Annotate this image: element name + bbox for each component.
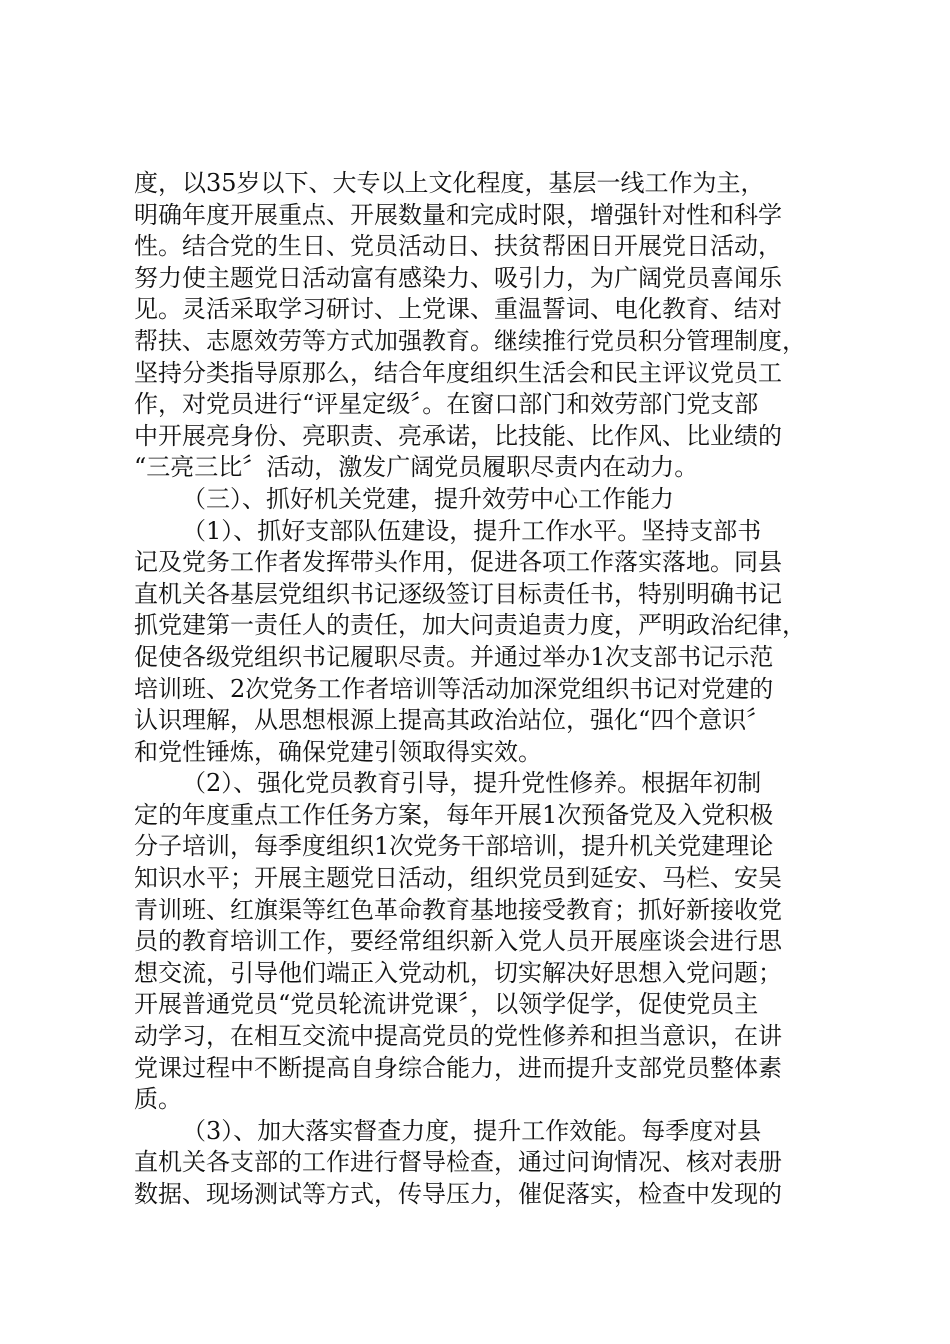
text-line: 培训班、2次党务工作者培训等活动加深党组织书记对党建的 bbox=[134, 674, 774, 703]
document-body bbox=[134, 168, 834, 1211]
text-line: 动学习，在相互交流中提高党员的党性修养和担当意识，在讲 bbox=[134, 1022, 782, 1051]
text-line: 定的年度重点工作任务方案，每年开展1次预备党及入党积极 bbox=[134, 800, 774, 829]
text-line: 见。灵活采取学习研讨、上党课、重温誓词、电化教育、结对 bbox=[134, 295, 782, 324]
text-line: 员的教育培训工作，要经常组织新入党人员开展座谈会进行思 bbox=[134, 927, 782, 956]
text-line: 明确年度开展重点、开展数量和完成时限，增强针对性和科学 bbox=[134, 200, 782, 229]
text-line: 青训班、红旗渠等红色革命教育基地接受教育；抓好新接收党 bbox=[134, 895, 782, 924]
text-line: 质。 bbox=[134, 1085, 182, 1114]
text-line: 性。结合党的生日、党员活动日、扶贫帮困日开展党日活动， bbox=[134, 232, 782, 261]
text-line: 促使各级党组织书记履职尽责。并通过举办1次支部书记示范 bbox=[134, 642, 774, 671]
text-line: 度，以35岁以下、大专以上文化程度，基层一线工作为主， bbox=[134, 169, 765, 197]
text-line: 直机关各支部的工作进行督导检查，通过问询情况、核对表册 bbox=[134, 1148, 782, 1177]
text-line: 努力使主题党日活动富有感染力、吸引力，为广阔党员喜闻乐 bbox=[134, 263, 782, 292]
paragraph-start: （3）、加大落实督查力度，提升工作效能。每季度对县 bbox=[182, 1116, 762, 1145]
text-line: 坚持分类指导原那么，结合年度组织生活会和民主评议党员工 bbox=[134, 358, 782, 387]
text-line: 帮扶、志愿效劳等方式加强教育。继续推行党员积分管理制度， bbox=[134, 326, 806, 355]
text-line: 记及党务工作者发挥带头作用，促进各项工作落实落地。同县 bbox=[134, 548, 782, 577]
section-heading: （三）、抓好机关党建，提升效劳中心工作能力 bbox=[182, 484, 674, 513]
text-line: 知识水平；开展主题党日活动，组织党员到延安、马栏、安吴 bbox=[134, 864, 782, 893]
text-line: 和党性锤炼，确保党建引领取得实效。 bbox=[134, 737, 542, 766]
text-line: 党课过程中不断提高自身综合能力，进而提升支部党员整体素 bbox=[134, 1053, 782, 1082]
text-line: 作，对党员进行“评星定级〞。在窗口部门和效劳部门党支部 bbox=[134, 390, 759, 419]
text-line: “三亮三比〞活动，激发广阔党员履职尽责内在动力。 bbox=[134, 453, 699, 482]
text-line: 认识理解，从思想根源上提高其政治站位，强化“四个意识〞 bbox=[134, 706, 771, 735]
text-line: 想交流，引导他们端正入党动机，切实解决好思想入党问题； bbox=[134, 958, 782, 987]
paragraph-start: （1）、抓好支部队伍建设，提升工作水平。坚持支部书 bbox=[182, 516, 762, 545]
text-line: 直机关各基层党组织书记逐级签订目标责任书，特别明确书记 bbox=[134, 579, 782, 608]
text-line: 开展普通党员“党员轮流讲党课〞，以领学促学，促使党员主 bbox=[134, 990, 759, 1019]
text-line: 分子培训，每季度组织1次党务干部培训，提升机关党建理论 bbox=[134, 832, 774, 861]
text-line: 数据、现场测试等方式，传导压力，催促落实，检查中发现的 bbox=[134, 1180, 782, 1208]
text-line: 中开展亮身份、亮职责、亮承诺，比技能、比作风、比业绩的 bbox=[134, 421, 782, 450]
text-line: 抓党建第一责任人的责任，加大问责追责力度，严明政治纪律， bbox=[134, 611, 806, 640]
paragraph-start: （2）、强化党员教育引导，提升党性修养。根据年初制 bbox=[182, 769, 762, 798]
